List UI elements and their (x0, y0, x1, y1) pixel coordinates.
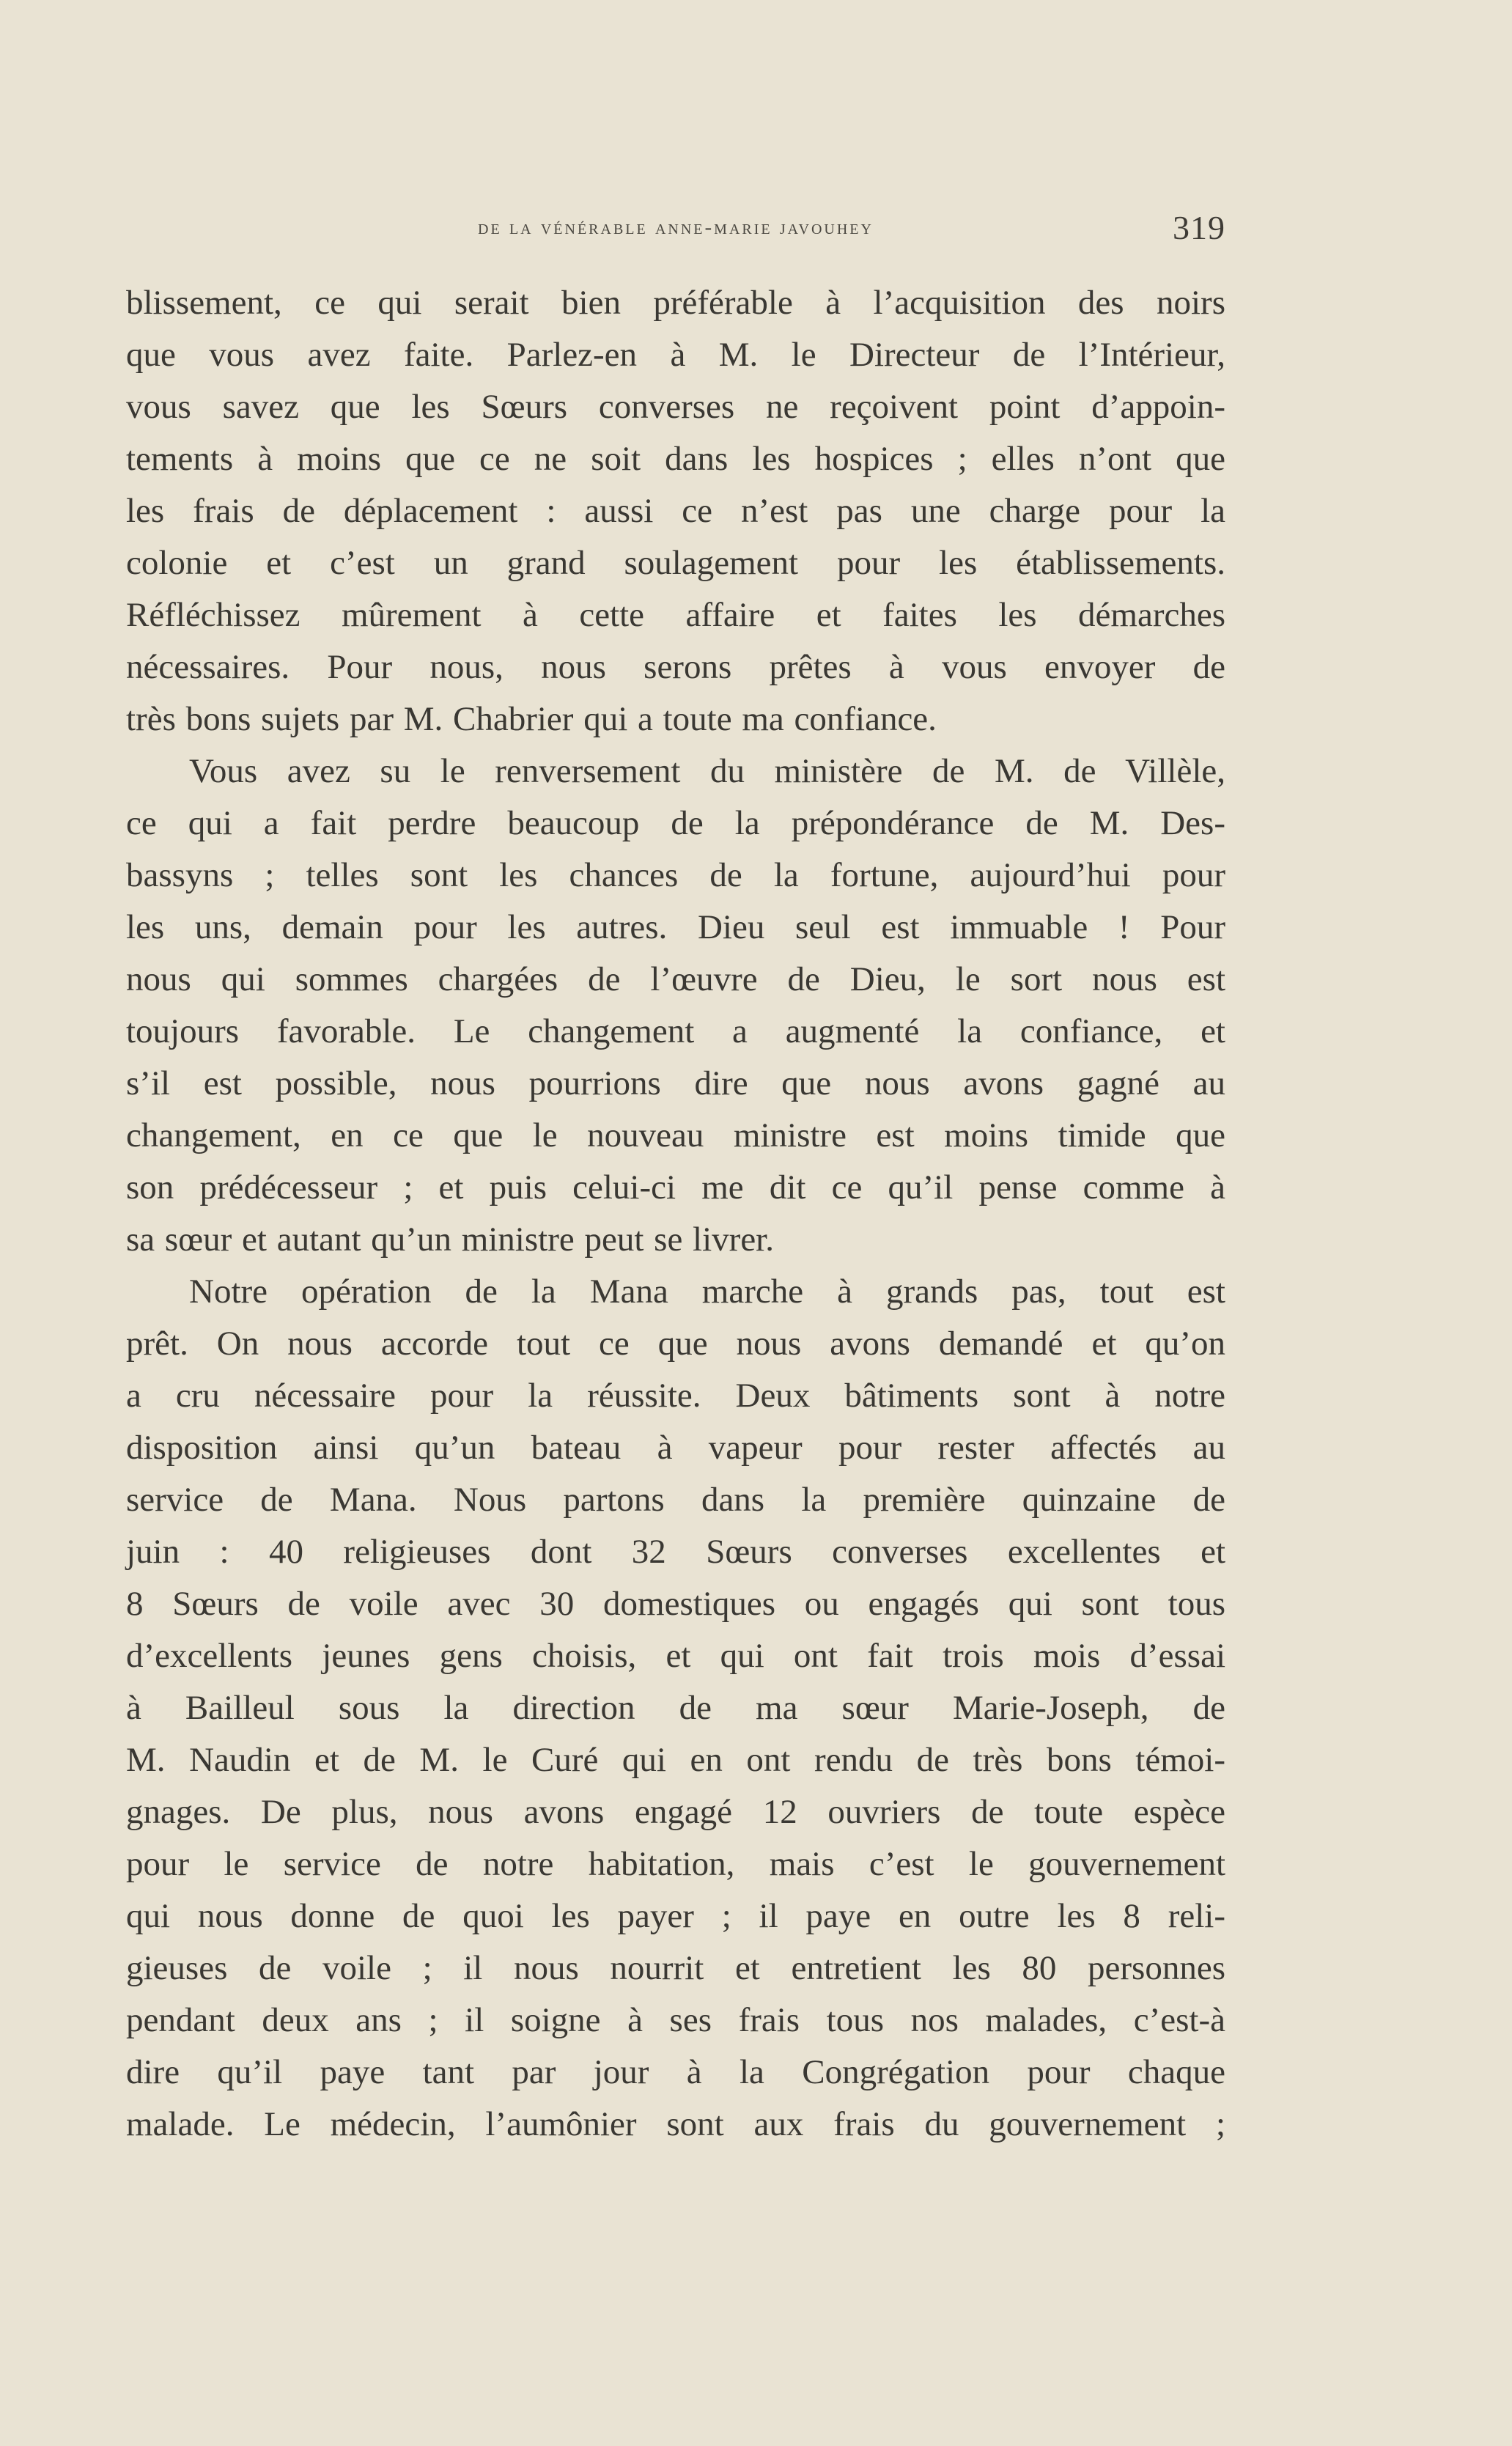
text-line: s’il est possible, nous pourrions dire que nous avons gagné au (126, 1064, 1225, 1102)
text-line: 8 Sœurs de voile avec 30 domestiques ou engagés qui sont tous (126, 1585, 1225, 1623)
running-title: de la vénérable anne-marie javouhey (478, 216, 874, 239)
text-line: dire qu’il paye tant par jour à la Congrégation pour chaque (126, 2053, 1225, 2091)
text-line: ce qui a fait perdre beaucoup de la prépondérance de M. Des- (126, 804, 1225, 842)
text-line: bassyns ; telles sont les chances de la fortune, aujourd’hui pour (126, 856, 1225, 894)
text-line: disposition ainsi qu’un bateau à vapeur pour rester affectés au (126, 1429, 1225, 1467)
page-number: 319 (1173, 209, 1225, 246)
paragraph (126, 745, 1225, 1266)
text-line: gnages. De plus, nous avons engagé 12 ouvriers de toute espèce (126, 1793, 1225, 1831)
text-line: que vous avez faite. Parlez-en à M. le Directeur de l’Intérieur, (126, 336, 1225, 374)
text-line: Réfléchissez mûrement à cette affaire et faites les démarches (126, 596, 1225, 634)
text-line: nous qui sommes chargées de l’œuvre de Dieu, le sort nous est (126, 960, 1225, 998)
text-line: nécessaires. Pour nous, nous serons prêtes à vous envoyer de (126, 648, 1225, 686)
text-line: toujours favorable. Le changement a augmenté la confiance, et (126, 1012, 1225, 1050)
text-line: qui nous donne de quoi les payer ; il paye en outre les 8 reli- (126, 1897, 1225, 1935)
text-line: pour le service de notre habitation, mais c’est le gouvernement (126, 1845, 1225, 1883)
body-text (126, 277, 1225, 2151)
text-line: changement, en ce que le nouveau ministre est moins timide que (126, 1116, 1225, 1154)
text-line: service de Mana. Nous partons dans la première quinzaine de (126, 1481, 1225, 1519)
text-line: M. Naudin et de M. le Curé qui en ont rendu de très bons témoi- (126, 1741, 1225, 1779)
text-line: gieuses de voile ; il nous nourrit et entretient les 80 personnes (126, 1949, 1225, 1987)
text-line: d’excellents jeunes gens choisis, et qui ont fait trois mois d’essai (126, 1637, 1225, 1675)
text-line: sa sœur et autant qu’un ministre peut se livrer. (126, 1220, 774, 1259)
text-line: les frais de déplacement : aussi ce n’est pas une charge pour la (126, 492, 1225, 530)
text-line: malade. Le médecin, l’aumônier sont aux frais du gouvernement ; (126, 2105, 1225, 2143)
text-line: tements à moins que ce ne soit dans les hospices ; elles n’ont que (126, 440, 1225, 478)
text-line: son prédécesseur ; et puis celui-ci me dit ce qu’il pense comme à (126, 1168, 1225, 1207)
text-line: prêt. On nous accorde tout ce que nous avons demandé et qu’on (126, 1325, 1225, 1363)
paragraph (126, 277, 1225, 745)
running-head (126, 205, 1225, 249)
text-line: pendant deux ans ; il soigne à ses frais tous nos malades, c’est-à (126, 2001, 1225, 2039)
text-line: les uns, demain pour les autres. Dieu seul est immuable ! Pour (126, 908, 1225, 946)
text-line: a cru nécessaire pour la réussite. Deux bâtiments sont à notre (126, 1377, 1225, 1415)
text-line: blissement, ce qui serait bien préférable à l’acquisition des noirs (126, 284, 1225, 322)
text-line: vous savez que les Sœurs converses ne reçoivent point d’appoin- (126, 388, 1225, 426)
text-line: à Bailleul sous la direction de ma sœur Marie-Joseph, de (126, 1689, 1225, 1727)
text-line: Vous avez su le renversement du ministère de M. de Villèle, (189, 752, 1225, 790)
text-line: juin : 40 religieuses dont 32 Sœurs converses excellentes et (126, 1533, 1225, 1571)
text-line: Notre opération de la Mana marche à grands pas, tout est (189, 1272, 1225, 1311)
text-line: colonie et c’est un grand soulagement pour les établissements. (126, 544, 1225, 582)
text-line: très bons sujets par M. Chabrier qui a toute ma confiance. (126, 700, 937, 738)
paragraph (126, 1266, 1225, 2151)
